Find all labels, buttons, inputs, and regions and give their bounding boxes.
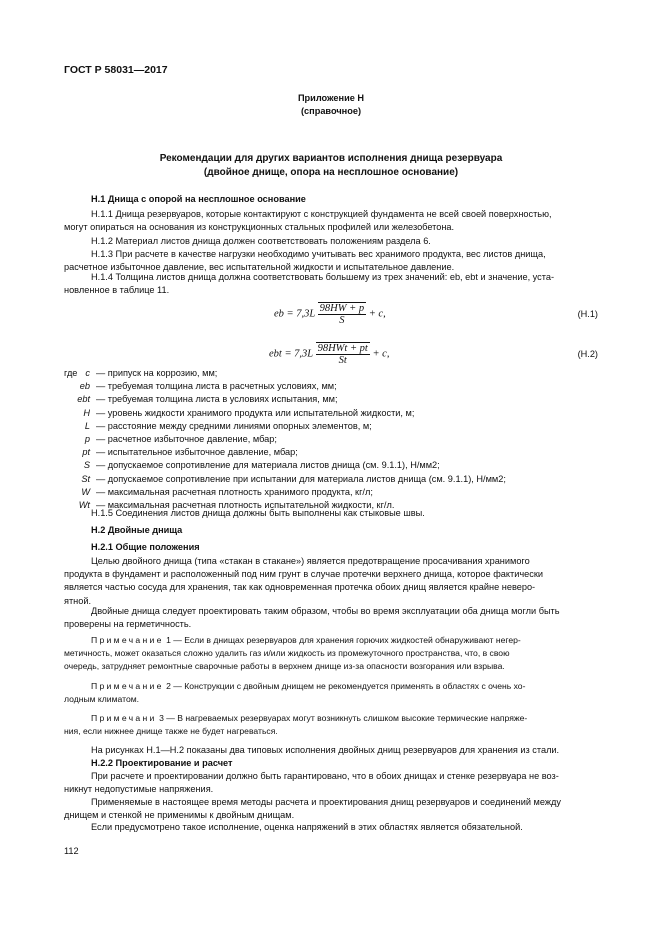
formula-lhs: ebt = 7,3L [269,348,313,360]
definition-symbol: ebt [77,394,90,405]
text-line [64,634,598,647]
definition-row [64,433,598,446]
definition-text: — допускаемое сопротивление для материала листов днища (см. 9.1.1), Н/мм2; [96,460,440,471]
symbol-definitions [64,367,598,512]
definition-symbol: Wt [78,499,90,510]
formula-tail: + c, [372,348,390,360]
text-line: Целью двойного днища (типа «стакан в стакане») является предотвращение просачивания хранимого [91,556,530,566]
formula-denominator: S [339,315,345,326]
note-1 [64,634,598,674]
text-line: Н.1.2 Материал листов днища должен соответствовать положениям раздела 6. [91,236,431,246]
paragraph-h1-4 [64,271,598,297]
formula-h2-expression [269,342,389,366]
paragraph-h2-4 [64,770,598,796]
text-line: проверены на герметичность. [64,619,192,630]
text-line: является частью сосуда для хранения, так как одновременная протечка обоих днищ является крайне неверо- [64,582,536,593]
text-line: никнут недопустимые напряжения. [64,784,214,795]
text-line: лодным климатом. [64,694,140,705]
text-line: ния, если нижнее днище также не будет нагреваться. [64,726,278,737]
note-3 [64,712,598,738]
page-heading-line2: (двойное днище, опора на несплошное основание) [203,167,459,178]
annex-subtitle: (справочное) [300,106,361,116]
paragraph-h2-5 [64,796,598,822]
note-label: Примечание [91,635,164,645]
text-line: Двойные днища следует проектировать таким образом, чтобы во время эксплуатации оба днища могли быть [91,606,560,616]
note-text: 2 — Конструкции с двойным днищем не рекомендуется применять в областях с очень хо- [166,681,526,691]
paragraph-h1-1 [64,208,598,234]
page-number: 112 [64,846,79,856]
definition-text: — допускаемое сопротивление при испытании для материала листов днища (см. 9.1.1), Н/мм2; [96,473,506,484]
definition-row [64,486,598,499]
formula-denominator: St [338,355,347,366]
definition-text: — требуемая толщина листа в расчетных условиях, мм; [96,381,337,392]
paragraph-h1-2 [64,235,598,248]
subsection-h2-2-title: Н.2.2 Проектирование и расчет [91,758,233,768]
paragraph-h2-6 [64,821,598,834]
paragraph-h2-1 [64,555,598,608]
note-text: 1 — Если в днищах резервуаров для хранения горючих жидкостей обнаруживают негер- [166,635,521,645]
definition-text: — требуемая толщина листа в условиях испытания, мм; [96,394,338,405]
text-line: продукта в фундамент и расположенный под ним грунт в случае протечки верхнего днища, которое фактически [64,569,543,580]
note-label: Примечание [91,681,164,691]
definition-symbol: W [81,486,90,497]
definition-row [64,420,598,433]
definition-row [64,367,598,380]
formula-h2 [64,340,598,370]
definition-text: — расстояние между средними линиями опорных элементов, м; [96,420,372,431]
definition-text: — расчетное избыточное давление, мбар; [96,433,277,444]
definition-row [64,380,598,393]
formula-numerator: 98HW + p [319,303,365,314]
text-line: Если предусмотрено такое исполнение, оценка напряжений в этих областях является обязательной. [91,822,523,832]
text-line [64,712,598,725]
definition-row [64,393,598,406]
formula-h1-expression [274,302,386,326]
paragraph-h1-5 [64,507,598,520]
section-h1-title: Н.1 Днища с опорой на несплошное основание [91,194,306,204]
text-line: При расчете и проектировании должно быть гарантировано, что в обоих днищах и стенке резервуара не воз- [91,771,559,781]
paragraph-h2-2 [64,605,598,631]
formula-tail: + c, [368,308,386,320]
text-line: Н.1.3 При расчете в качестве нагрузки необходимо учитывать вес хранимого продукта, вес листов днища, [91,249,546,259]
annex-title: Приложение Н [297,93,365,103]
definition-text: — испытательное избыточное давление, мбар; [96,447,298,458]
text-line: Н.1.4 Толщина листов днища должна соответствовать большему из трех значений: eb, ebt и значение, уста- [91,272,555,282]
text-line [64,680,598,693]
definition-symbol: L [84,420,90,431]
definition-symbol: St [81,473,90,484]
text-line: метичность, может оказаться сложно удалить газ и/или жидкость из промежуточного пространства, что, в свою [64,648,510,659]
definition-text: — максимальная расчетная плотность испытательной жидкости, кг/л. [96,499,395,510]
formula-lhs: eb = 7,3L [274,308,316,320]
formula-numerator: 98HWt + pt [317,343,368,354]
definition-text: — уровень жидкости хранимого продукта или испытательной жидкости, м; [96,407,415,418]
definition-row [64,407,598,420]
text-line: Н.1.1 Днища резервуаров, которые контактируют с конструкцией фундамента не всей своей поверхностью, [91,209,552,219]
formula-number: (Н.1) [577,309,598,319]
document-header: ГОСТ Р 58031—2017 [64,64,168,76]
text-line: новленное в таблице 11. [64,285,170,296]
formula-h1 [64,300,598,330]
definition-symbol: pt [82,447,90,458]
definition-symbol: eb [79,381,90,392]
page-heading-line1: Рекомендации для других вариантов исполнения днища резервуара [159,153,503,164]
definition-symbol: c [85,368,90,378]
text-line: Н.1.5 Соединения листов днища должны быть выполнены как стыковые швы. [91,508,425,518]
note-text: 3 — В нагреваемых резервуарах могут возникнуть слишком высокие термические напряже- [159,713,528,723]
definition-symbol: p [84,433,90,444]
definition-text: — припуск на коррозию, мм; [96,368,218,378]
definition-row [64,446,598,459]
formula-fraction [316,342,370,366]
paragraph-h2-3 [64,744,598,757]
definition-text: — максимальная расчетная плотность хранимого продукта, кг/л; [96,486,373,497]
definition-row [64,459,598,472]
text-line: очередь, затрудняет ремонтные сварочные работы в верхнем днище из-за опасности возгорания или взрыва. [64,661,505,672]
text-line: На рисунках Н.1—Н.2 показаны два типовых исполнения двойных днищ резервуаров для хранения из стали. [91,745,560,755]
definitions-lead: где [64,368,78,378]
definition-row [64,473,598,486]
section-h2-title: Н.2 Двойные днища [91,525,183,535]
text-line: днищем и стенкой не применимы к двойным днищам. [64,810,295,821]
subsection-h2-1-title: Н.2.1 Общие положения [91,542,200,552]
text-line: расчетное избыточное давление, вес испытательной жидкости и испытательное давление. [64,262,455,273]
text-line: Применяемые в настоящее время методы расчета и проектирования днищ резервуаров и соединений между [91,797,561,807]
formula-fraction [318,302,366,326]
note-label: Примечани [91,713,157,723]
formula-number: (Н.2) [577,349,598,359]
text-line: ятной. [64,595,92,606]
definition-symbol: S [83,460,90,471]
note-2 [64,680,598,706]
definition-symbol: H [83,407,90,418]
text-line: могут опираться на основания из конструкционных стальных профилей или железобетона. [64,222,455,233]
